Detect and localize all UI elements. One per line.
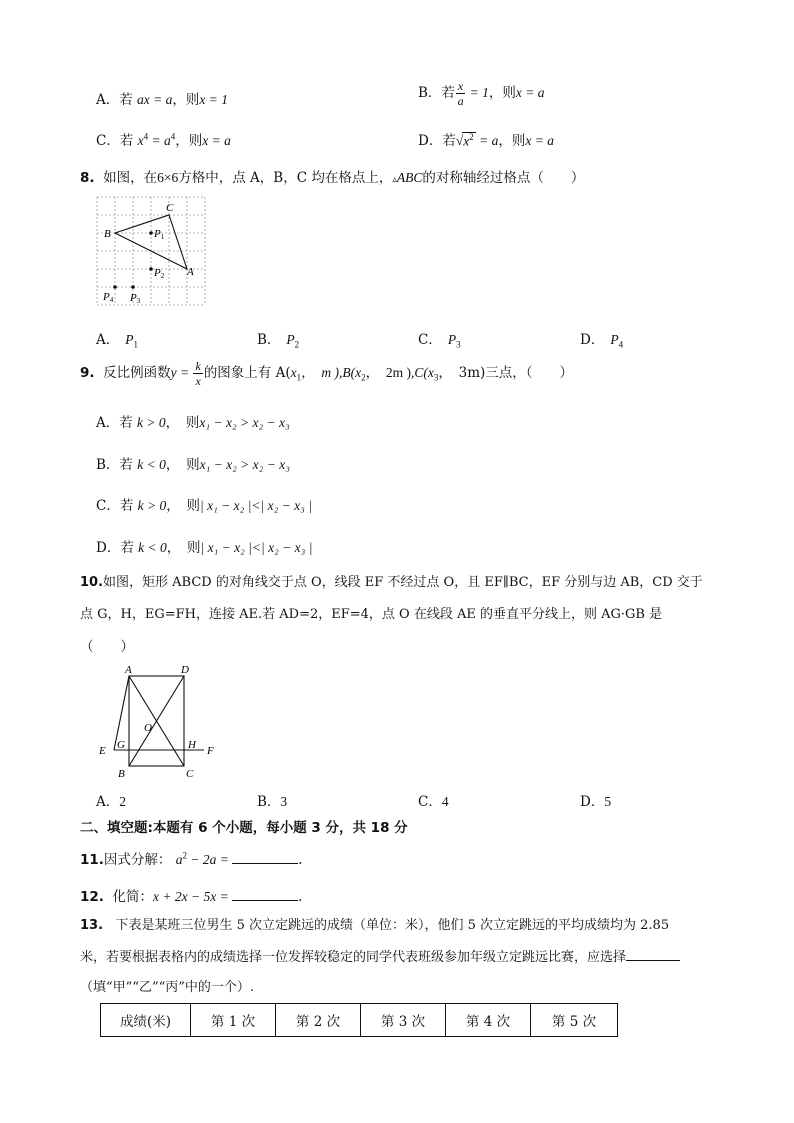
fraction [193, 360, 202, 387]
q8-option-a [96, 328, 138, 350]
exponent: 4 [170, 131, 176, 142]
option-text: ，则 [498, 133, 526, 149]
option-value: 5 [604, 794, 612, 809]
option-text: ， 则 [165, 415, 200, 431]
table-header-cell: 第 2 次 [276, 1004, 361, 1037]
option-letter: A． [96, 332, 120, 348]
math-expr: ax = a [137, 92, 173, 107]
option-text: ，则 [488, 85, 516, 101]
option-text: ， 则 [166, 498, 200, 514]
question-text: 如图，矩形 ABCD 的对角线交于点 O，线段 EF 不经过点 O，且 EF∥BC，EF 分别与边 AB，CD 交于 [103, 575, 703, 590]
option-value: 2 [119, 794, 126, 809]
question-text: （填“甲”“乙”“丙”中的一个）. [80, 980, 255, 995]
math-expr: P [125, 332, 134, 347]
subscript: 3 [433, 372, 439, 383]
q13-line-3 [80, 976, 254, 995]
label-p4: P4 [103, 291, 114, 304]
subscript: 3 [456, 339, 461, 350]
option-letter: A． [96, 92, 120, 108]
option-text: ，则 [175, 133, 203, 149]
question-text: ， 3m)三点，（ ） [438, 365, 574, 381]
question-text: 下表是某班三位男生 5 次立定跳远的成绩（单位：米），他们 5 次立定跳远的平均成绩均为 2.85 [115, 918, 670, 933]
label-d: D [181, 664, 189, 676]
question-text: 米，若要根据表格内的成绩选择一位发挥较稳定的同学代表班级参加年级立定跳远比赛，应选择 [80, 950, 627, 965]
option-text: 若 [120, 540, 139, 556]
option-letter: D． [418, 133, 443, 149]
option-letter: C． [418, 332, 442, 348]
point-p2 [149, 267, 153, 271]
math-expr: x [355, 365, 362, 380]
question-text: 的图象上有 A( [203, 365, 291, 381]
q9-option-d [96, 536, 312, 556]
q13-line-2 [80, 946, 680, 965]
math-expr: x = a [525, 133, 554, 148]
label-p2: P2 [154, 267, 165, 280]
option-letter: B． [96, 457, 120, 473]
table-header-cell: 第 5 次 [531, 1004, 618, 1037]
math-expr: = a [148, 133, 171, 148]
option-letter: A． [96, 415, 120, 431]
math-expr: ， m ), [301, 365, 343, 380]
q11 [80, 848, 303, 868]
option-letter: D． [96, 540, 121, 556]
label-p1: P1 [154, 228, 165, 241]
subscript: 1 [133, 339, 138, 350]
punctuation: . [298, 889, 303, 905]
option-text: 若 [119, 92, 133, 108]
math-expr: P [610, 332, 619, 347]
subscript: 4 [618, 339, 624, 350]
q10-option-d [580, 790, 611, 810]
math-expr: k < 0 [138, 540, 167, 555]
question-text: 点 G，H，EG=FH，连接 AE.若 AD=2，EF=4，点 O 在线段 AE 的垂直平分线上，则 AG·GB 是 [80, 607, 663, 622]
math-expr: x₁ − x₂ > x₂ − x₃ [199, 415, 290, 430]
point-p1 [149, 231, 153, 235]
q7-option-c [96, 129, 231, 149]
q9-option-b [96, 453, 290, 473]
section-title: 二、填空题:本题有 6 个小题，每小题 3 分，共 18 分 [80, 820, 408, 836]
math-expr: ABC [396, 170, 423, 185]
answer-blank[interactable] [232, 851, 298, 864]
option-text: 若 [441, 85, 455, 101]
label-p3: P3 [130, 292, 141, 305]
math-expr: = a [475, 133, 499, 148]
math-expr: P [286, 332, 295, 347]
math-expr: x [427, 365, 434, 380]
q10-option-b [257, 790, 287, 810]
label-b: B [104, 228, 111, 240]
q10-line-2 [80, 603, 662, 622]
math-expr: ， 2m ), [365, 365, 415, 380]
numerator: x [457, 79, 464, 93]
q8-grid-figure [94, 194, 212, 312]
denominator: a [457, 94, 464, 108]
q10-line-1 [80, 571, 703, 590]
option-letter: B． [418, 85, 442, 101]
exponent: 4 [143, 131, 149, 142]
option-text: 若 [119, 415, 138, 431]
math-expr: x = 1 [199, 92, 229, 107]
math-expr: − 2a = [186, 852, 233, 867]
math-expr: x [290, 365, 297, 380]
q7-option-b [418, 80, 544, 107]
table-header-cell: 第 3 次 [361, 1004, 446, 1037]
math-expr: x [463, 133, 470, 148]
math-expr: y = [170, 365, 193, 380]
option-letter: A． [96, 794, 120, 810]
option-value: 4 [441, 794, 449, 809]
q8-option-b [257, 328, 299, 350]
question-number: 13. [80, 918, 104, 933]
q9-option-c [96, 494, 312, 514]
question-text: 反比例函数 [103, 365, 171, 381]
math-expr: | x₁ − x₂ |<| x₂ − x₃ | [200, 540, 313, 555]
math-expr: x₁ − x₂ > x₂ − x₃ [199, 457, 290, 472]
subscript: 2 [294, 339, 300, 350]
option-value: 3 [280, 794, 288, 809]
q10-option-a [96, 790, 126, 810]
table-header-cell: 成绩(米) [101, 1004, 191, 1037]
label-o: O [144, 722, 152, 734]
math-expr: a [175, 852, 183, 867]
option-letter: C． [96, 133, 120, 149]
option-text: ，则 [172, 92, 200, 108]
question-text: 因式分解： [103, 852, 172, 868]
q7-option-d [418, 129, 554, 149]
table-header-row [101, 1004, 618, 1037]
exponent: 2 [182, 850, 187, 861]
question-text: 方格中，点 A，B，C 均在格点上， [178, 170, 393, 186]
q8-stem [80, 166, 584, 186]
option-text: ， 则 [165, 457, 200, 473]
math-expr: k > 0 [137, 498, 167, 513]
subscript: 1 [296, 372, 302, 383]
math-expr: k > 0 [137, 415, 166, 430]
label-a: A [125, 664, 132, 676]
point-p4 [113, 285, 117, 289]
triangle-symbol: ▵ [392, 175, 397, 185]
label-f: F [207, 745, 214, 757]
sqrt-sign: √ [455, 133, 464, 148]
question-number: 11. [80, 852, 104, 868]
math-expr: x = a [202, 133, 231, 148]
punctuation: . [298, 852, 303, 868]
table-header-cell: 第 1 次 [191, 1004, 276, 1037]
question-number: 12. [80, 889, 104, 905]
math-expr: | x₁ − x₂ |<| x₂ − x₃ | [200, 498, 312, 513]
option-text: ， 则 [166, 540, 201, 556]
math-expr: = 1 [466, 85, 489, 100]
answer-blank[interactable] [232, 888, 298, 901]
option-text: 若 [119, 457, 138, 473]
answer-blank[interactable] [626, 948, 680, 961]
answer-bracket: （ ） [80, 639, 134, 655]
option-letter: C． [418, 794, 442, 810]
q10-option-c [418, 790, 449, 810]
q7-option-a [96, 88, 228, 108]
q13-line-1 [80, 914, 669, 933]
option-letter: D． [580, 332, 605, 348]
numerator: k [195, 359, 201, 373]
label-e: E [99, 745, 106, 757]
question-number: 10. [80, 575, 104, 590]
q10-rectangle-figure [94, 660, 224, 784]
label-h: H [188, 739, 196, 751]
subscript: 2 [361, 372, 366, 383]
option-text: 若 [119, 498, 138, 514]
question-text: 如图，在 [103, 170, 158, 186]
question-text: 化简： [112, 889, 154, 905]
question-number: 8. [80, 170, 95, 186]
label-b: B [118, 768, 125, 780]
math-expr: x [137, 133, 144, 148]
option-letter: B． [257, 794, 281, 810]
q12 [80, 885, 302, 905]
q8-option-c [418, 328, 461, 350]
option-text: 若 [119, 133, 134, 149]
option-text: 若 [442, 133, 456, 149]
exponent: 2 [469, 131, 474, 142]
q9-stem [80, 360, 573, 387]
fraction [456, 80, 465, 107]
denominator: x [195, 374, 201, 388]
table-header-cell: 第 4 次 [446, 1004, 531, 1037]
label-a: A [187, 266, 194, 278]
math-expr: C( [414, 365, 428, 380]
math-expr: x + 2x − 5x = [153, 889, 233, 904]
math-expr: B( [342, 365, 356, 380]
score-table [100, 1003, 618, 1037]
radicand [462, 132, 476, 149]
label-c: C [166, 202, 174, 214]
math-expr: P [447, 332, 457, 347]
option-letter: B． [257, 332, 281, 348]
option-letter: D． [580, 794, 605, 810]
q9-option-a [96, 411, 290, 431]
point-p3 [131, 285, 135, 289]
math-expr: k < 0 [137, 457, 166, 472]
question-number: 9. [80, 365, 95, 381]
q8-option-d [580, 328, 623, 350]
math-expr: 6×6 [157, 170, 179, 185]
label-g: G [117, 739, 125, 751]
math-expr: x = a [515, 85, 545, 100]
label-c: C [186, 768, 194, 780]
option-letter: C． [96, 498, 120, 514]
q10-line-3 [80, 635, 134, 655]
question-text: 的对称轴经过格点（ ） [422, 170, 585, 186]
